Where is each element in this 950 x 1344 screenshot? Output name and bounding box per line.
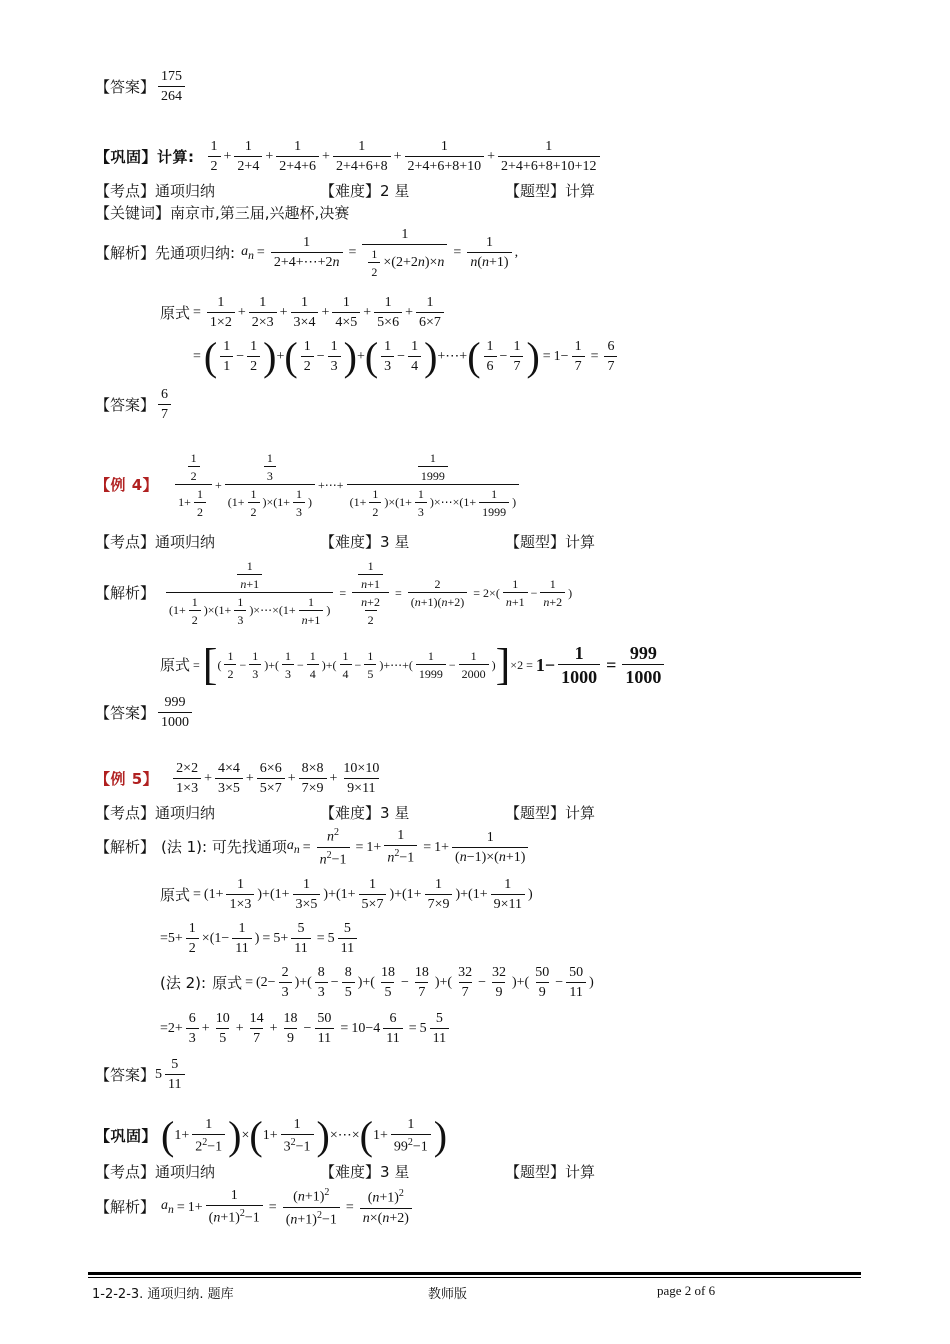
consolidate1-keywords: 【关键词】 南京市,第三届,兴趣杯,决赛 <box>95 204 350 222</box>
consolidate2-analysis: 【解析】 $a_n$ = 1+ $\frac{1}{(n+1)^2-1}$ = $\frac{(n+1)^2}{(n+1)^2-1}$ = $\frac{(n+1)^2}{n\times(n+2)}$ <box>95 1188 415 1227</box>
consolidate1-step2: = ( 1 1 − 1 2 ) + ( 1 2 − 1 3 ) + ( 1 3 − 1 4 ) +⋯+ ( 1 6 − 1 7 ) = 1− $\frac{1}{7}$ = $\frac{6}{7}$ <box>190 340 620 374</box>
ex5-method2: (法 2): 原式 = (2− $\frac{2}{3}$ )+( 8 3 − 8 5 )+( 18 5 − 18 7 )+( 32 7 − 32 9 )+( 50 9 − 50 11 ) <box>160 965 594 1000</box>
footer-rule <box>88 1272 861 1275</box>
ex5-analysis: 【解析】 (法 1): 可先找通项 $a_n$ = $\frac{n^2}{n^2-1}$ = 1+ $\frac{1}{n^2-1}$ = 1+ $\frac{1}{(n-1)\times(n+1)}$ <box>95 828 531 867</box>
consolidate1-formula: 1 2 + 1 2+4 + 1 2+4+6 + 1 2+4+6+8 + 1 2+4+6+8+10 + 1 2+4+6+8+10+12 <box>205 140 603 174</box>
footer-page: page 2 of 6 <box>657 1283 716 1298</box>
ex4-problem: 【例 4】 $\frac{1}{2}$ 1+ $\frac{1}{2}$ + $\frac{1}{3}$ (1+ $\frac{1}{2}$ )×(1+ $\frac{1}{3}$ ) +⋯+ $\frac{1}{1999}$ (1+ $\frac{1}{2}$ )×(1+ $\frac{1}{3}$ )×⋯×(1+ $\frac{1}{1999}$ ) <box>95 452 522 518</box>
consolidate1-answer: 【答案】 6 7 <box>95 388 174 422</box>
ex4-step: 原式 = [ ( 1 2 − 1 3 )+( 1 3 − 1 4 )+( 1 4 − 1 5 )+⋯+( 1 1999 − 1 2000 ) ] ×2 = 1− $\frac{1}{1000}$ = $\frac{999}{1000}$ <box>160 644 667 686</box>
consolidate-label: 【巩固】 <box>95 147 158 166</box>
ex5-meta: 【考点】通项归纳 【难度】3 星 【题型】计算 <box>95 804 596 822</box>
top-answer-line <box>95 70 188 104</box>
footer-left: 1-2-2-3. 通项归纳. 题库 <box>92 1287 234 1302</box>
ex4-label: 【例 4】 <box>95 475 159 494</box>
footer-center: 教师版 <box>428 1287 468 1302</box>
ex5-label: 【例 5】 <box>95 769 159 788</box>
footer-rule-thin <box>88 1277 861 1278</box>
ex5-step2: =5+ 1 2 ×(1− $\frac{1}{11}$ ) = 5+ $\frac{5}{11}$ = 5 $\frac{5}{11}$ <box>160 922 360 956</box>
ex5-step1: 原式 = (1+ $\frac{1}{1\times 3}$ )+(1+ 1 3×5 )+(1+ 1 5×7 )+(1+ 1 7×9 )+(1+ 1 9×11 ) <box>160 877 533 912</box>
ex5-problem: 【例 5】 2×2 1×3 + 4×4 3×5 + 6×6 5×7 + 8×8 7×9 + 10×10 9×11 <box>95 761 380 796</box>
consolidate1-meta: 【考点】通项归纳 【难度】2 星 【题型】计算 <box>95 182 596 200</box>
consolidate1-step1: 原式 = $\frac{1}{1\times 2}$ + 1 2×3 + 1 3×4 + 1 4×5 + 1 5×6 + 1 6×7 <box>160 296 447 330</box>
compute-label: 计算: <box>157 147 195 166</box>
consolidate2-problem: 【巩固】 ( 1+ 1 $2^2-1$ ) × ( 1+ 1 $3^2-1$ ) ×⋯× ( 1+ 1 $99^2-1$ ) <box>95 1113 448 1159</box>
answer-label: 【答案】 <box>95 77 156 96</box>
ex4-meta: 【考点】通项归纳 【难度】3 星 【题型】计算 <box>95 533 596 551</box>
ex5-answer: 【答案】 5 5 11 <box>95 1058 188 1092</box>
consolidate1-problem <box>95 140 603 174</box>
consolidate1-analysis: 【解析】 先通项归纳: $a_n$ = $\frac{1}{2+4+\cdots+2n}$ = 1 1 2 ×(2+2 n )× n = $\frac{1}{n(n+1)}$ , <box>95 227 519 279</box>
ex4-answer: 【答案】 999 1000 <box>95 696 195 730</box>
top-answer-value: 175 264 <box>155 70 188 104</box>
ex4-analysis: 【解析】 $\frac{1}{n+1}$ (1+ $\frac{1}{2}$ )×(1+ $\frac{1}{3}$ )×⋯×(1+ $\frac{1}{n+1}$ ) = $\frac{\frac{1}{n+1}}{\frac{n+2}{2}}$ = $\frac{2}{(n+1)(n+2)}$ = 2×( $\frac{1}{n+1}$ − 1 n+2 ) <box>95 559 573 627</box>
consolidate2-meta: 【考点】通项归纳 【难度】3 星 【题型】计算 <box>95 1163 596 1181</box>
ex5-step3: =2+ 6 3 + 10 5 + 14 7 + 18 9 − $\frac{50}{11}$ = 10−4 $\frac{6}{11}$ = 5 $\frac{5}{11}$ <box>160 1012 452 1046</box>
